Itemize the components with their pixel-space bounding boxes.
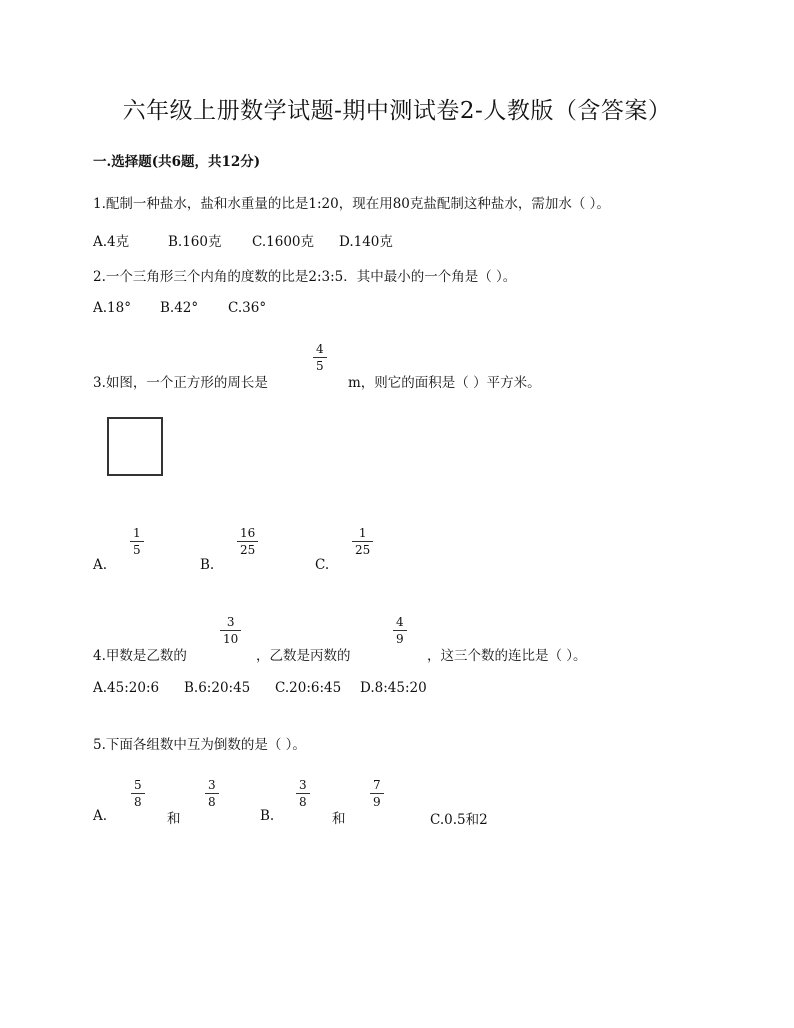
q4-fraction-2 <box>393 615 407 646</box>
fraction-numerator: 7 <box>373 778 381 792</box>
fraction-bar <box>393 630 407 631</box>
q5-option-a-label: A. <box>93 808 108 824</box>
q5-option-b-fraction-2 <box>370 778 384 809</box>
question-2-stem: 2.一个三角形三个内角的度数的比是2:3:5．其中最小的一个角是（ ）。 <box>93 269 517 285</box>
q5-option-b-and: 和 <box>332 811 346 827</box>
fraction-bar <box>370 793 384 794</box>
q4-option-c: C.20:6:45 <box>275 680 342 696</box>
fraction-numerator: 3 <box>226 615 235 629</box>
q5-option-b-label: B. <box>260 808 275 824</box>
fraction-denominator: 9 <box>373 795 381 809</box>
q3-option-b-fraction <box>237 526 258 557</box>
fraction-bar <box>131 793 145 794</box>
fraction-numerator: 3 <box>208 778 216 792</box>
q4-option-d: D.8:45:20 <box>360 680 427 696</box>
q5-option-a-fraction-2 <box>205 778 219 809</box>
question-1-stem: 1.配制一种盐水，盐和水重量的比是1:20，现在用80克盐配制这种盐水，需加水（ ）。 <box>93 196 610 212</box>
fraction-denominator: 9 <box>396 632 404 646</box>
fraction-bar <box>205 793 219 794</box>
fraction-bar <box>237 541 258 542</box>
fraction-denominator: 10 <box>223 632 239 646</box>
square-figure <box>107 417 163 476</box>
fraction-bar <box>220 630 241 631</box>
fraction-denominator: 25 <box>355 543 371 557</box>
fraction-denominator: 5 <box>316 359 324 373</box>
q3-option-a-label: A. <box>93 557 108 573</box>
fraction-denominator: 25 <box>240 543 256 557</box>
q5-option-b-fraction-1 <box>296 778 310 809</box>
fraction-bar <box>352 541 373 542</box>
q1-option-c: C.1600克 <box>252 234 314 250</box>
question-3-stem-end: m，则它的面积是（ ）平方米。 <box>348 375 541 391</box>
fraction-denominator: 5 <box>133 543 141 557</box>
q3-option-a-fraction <box>130 526 144 557</box>
q5-option-a-fraction-1 <box>131 778 145 809</box>
question-5-stem: 5.下面各组数中互为倒数的是（ ）。 <box>93 737 306 753</box>
fraction-numerator: 4 <box>396 615 404 629</box>
fraction-denominator: 8 <box>208 795 216 809</box>
section-heading: 一.选择题(共6题，共12分) <box>93 154 261 170</box>
q2-option-c: C.36° <box>228 300 267 316</box>
q4-fraction-1 <box>220 615 241 646</box>
q4-option-b: B.6:20:45 <box>184 680 251 696</box>
q5-option-a-and: 和 <box>167 811 181 827</box>
fraction-numerator: 4 <box>316 342 324 356</box>
question-4-stem-part-a: 4.甲数是乙数的 <box>93 648 187 664</box>
fraction-denominator: 8 <box>134 795 142 809</box>
fraction-numerator: 3 <box>299 778 307 792</box>
question-4-stem-part-c: ，这三个数的连比是（ ）。 <box>427 648 587 664</box>
q3-option-c-fraction <box>352 526 373 557</box>
question-4-stem-part-b: ，乙数是丙数的 <box>256 648 351 664</box>
q3-option-b-label: B. <box>200 557 215 573</box>
q1-option-a: A.4克 <box>93 234 130 250</box>
q3-option-c-label: C. <box>315 557 330 573</box>
q4-option-a: A.45:20:6 <box>93 680 160 696</box>
fraction-bar <box>130 541 144 542</box>
fraction-bar <box>296 793 310 794</box>
q1-option-b: B.160克 <box>168 234 222 250</box>
fraction-numerator: 1 <box>358 526 367 540</box>
q5-option-c: C.0.5和2 <box>430 812 488 828</box>
q1-option-d: D.140克 <box>339 234 393 250</box>
fraction-numerator: 1 <box>133 526 141 540</box>
fraction-numerator: 16 <box>240 526 256 540</box>
q2-option-b: B.42° <box>160 300 199 316</box>
q2-option-a: A.18° <box>93 300 131 316</box>
page-title: 六年级上册数学试题-期中测试卷2-人教版（含答案） <box>122 98 672 124</box>
fraction-bar <box>313 357 327 358</box>
fraction-denominator: 8 <box>299 795 307 809</box>
question-3-stem-start: 3.如图，一个正方形的周长是 <box>93 375 268 391</box>
fraction-numerator: 5 <box>134 778 142 792</box>
q3-stem-fraction <box>313 342 327 373</box>
